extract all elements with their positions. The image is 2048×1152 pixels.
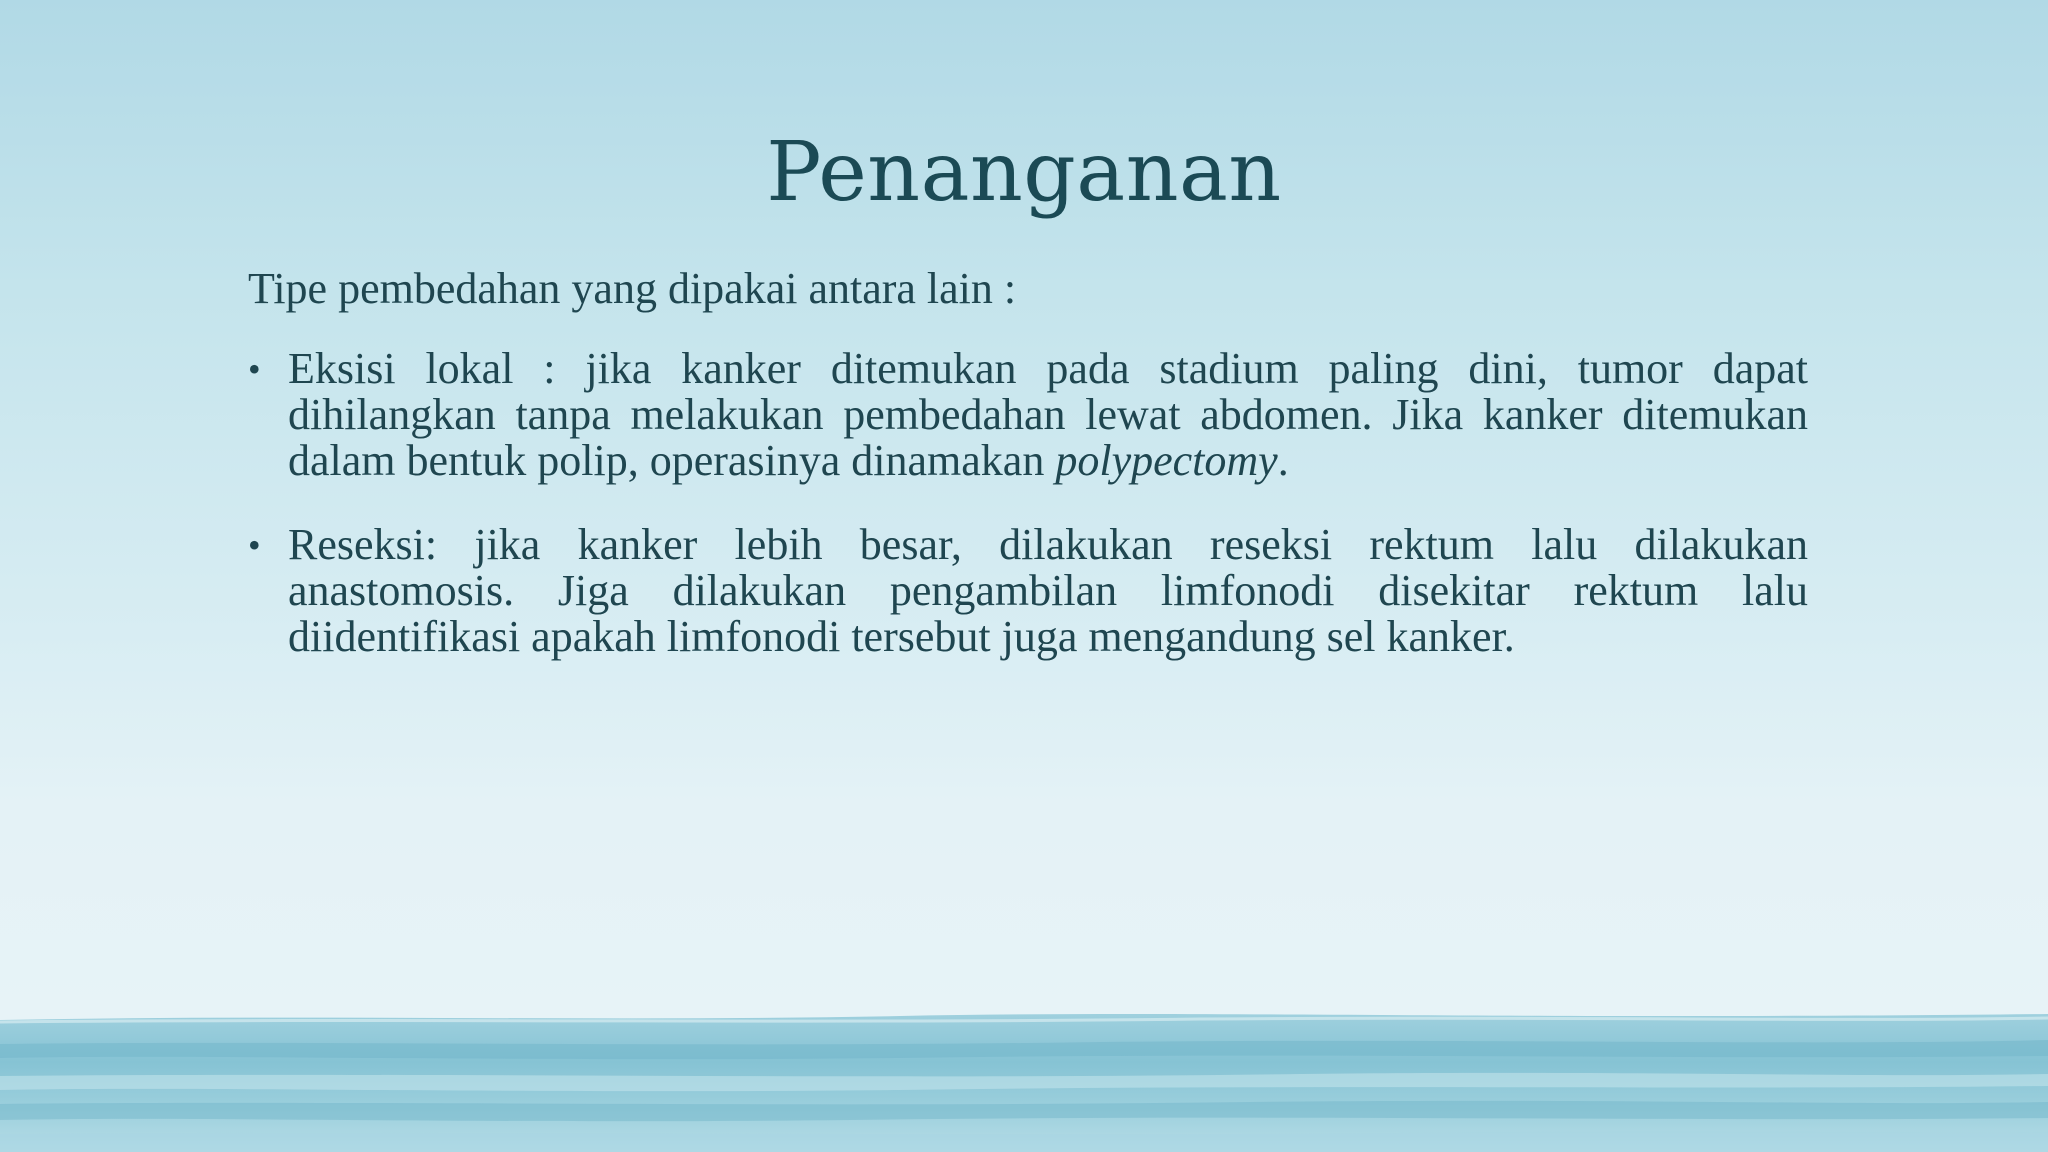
sea-background bbox=[0, 1000, 2048, 1152]
bullet-emphasis: polypectomy bbox=[1055, 436, 1278, 485]
slide-body bbox=[248, 266, 1808, 698]
intro-text: Tipe pembedahan yang dipakai antara lain : bbox=[248, 264, 1017, 313]
bullet-text: Reseksi: jika kanker lebih besar, dilakukan reseksi rektum lalu dilakukan anastomosis. Jiga dilakukan pengambilan limfonodi disekitar rektum lalu diidentifikasi apakah limfonodi tersebut juga mengandung sel kanker. bbox=[288, 520, 1808, 661]
bullet-text: Eksisi lokal : jika kanker ditemukan pada stadium paling dini, tumor dapat dihilangkan tanpa melakukan pembedahan lewat abdomen. Jika kanker ditemukan dalam bentuk polip, operasinya dinamakan bbox=[288, 344, 1808, 485]
bullet-list bbox=[248, 346, 1808, 660]
bullet-text-end: . bbox=[1277, 436, 1289, 485]
bullet-item-reseksi bbox=[248, 522, 1808, 660]
bullet-marker: • bbox=[248, 349, 261, 389]
bullet-marker: • bbox=[248, 525, 261, 565]
slide-title: Penanganan bbox=[766, 125, 1282, 220]
bullet-item-eksisi-lokal bbox=[248, 346, 1808, 484]
